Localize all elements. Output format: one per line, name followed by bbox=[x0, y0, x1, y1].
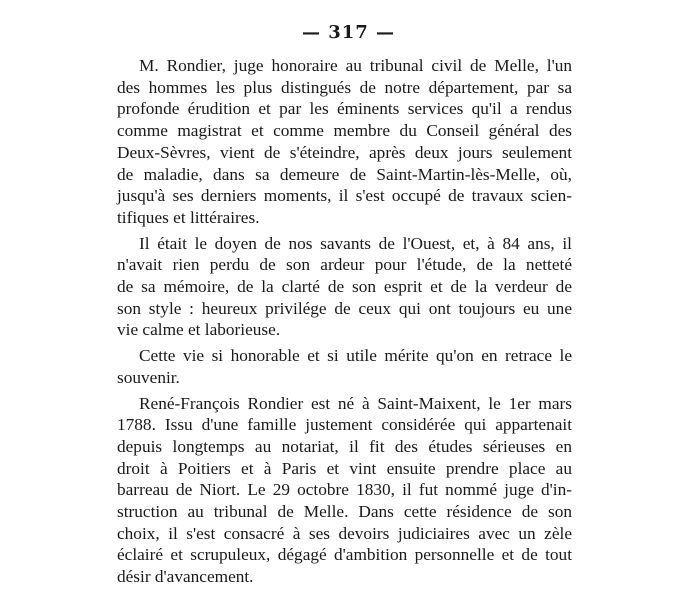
text-line: droit à Poitiers et à Paris et vint ensuite prendre place au bbox=[117, 458, 572, 478]
text-line: M. Rondier, juge honoraire au tribunal civil de Melle, l'un bbox=[139, 56, 572, 75]
text-line: jusqu'à ses derniers moments, il s'est occupé de travaux scien- bbox=[117, 186, 572, 206]
text-line: des hommes les plus distingués de notre département, par sa bbox=[117, 77, 572, 97]
text-line: n'avait rien perdu de son ardeur pour l'étude, de la netteté bbox=[117, 255, 572, 275]
body-text bbox=[117, 55, 572, 592]
text-line: depuis longtemps au notariat, il fit des études sérieuses en bbox=[117, 436, 572, 456]
text-line: vie calme et laborieuse. bbox=[117, 320, 281, 340]
text-line: de maladie, dans sa demeure de Saint-Martin-lès-Melle, où, bbox=[117, 164, 572, 184]
text-line: de sa mémoire, de la clarté de son esprit et de la verdeur de bbox=[117, 277, 572, 297]
text-line: son style : heureux privilége de ceux qui ont toujours eu une bbox=[117, 298, 572, 318]
paragraph bbox=[117, 233, 572, 342]
page-number: — 317 — bbox=[301, 22, 396, 43]
text-line: Deux-Sèvres, vient de s'éteindre, après deux jours seulement bbox=[117, 142, 572, 162]
text-line: souvenir. bbox=[117, 367, 180, 387]
paragraph bbox=[117, 55, 572, 229]
text-line: choix, il s'est consacré à ses devoirs judiciaires avec un zèle bbox=[117, 523, 572, 543]
text-line: désir d'avancement. bbox=[117, 567, 254, 587]
text-line: René-François Rondier est né à Saint-Maixent, le 1er mars bbox=[139, 393, 572, 413]
text-line: profonde érudition et par les éminents services qu'il a rendus bbox=[117, 99, 572, 119]
text-line: éclairé et scrupuleux, dégagé d'ambition personnelle et de tout bbox=[117, 545, 572, 565]
text-line: tifiques et littéraires. bbox=[117, 207, 260, 227]
text-line: 1788. Issu d'une famille justement considérée qui appartenait bbox=[117, 415, 572, 435]
text-line: struction au tribunal de Melle. Dans cette résidence de son bbox=[117, 502, 572, 522]
text-line: Il était le doyen de nos savants de l'Ouest, et, à 84 ans, il bbox=[139, 233, 572, 253]
text-line: Cette vie si honorable et si utile mérite qu'on en retrace le bbox=[139, 346, 572, 366]
paragraph bbox=[117, 345, 572, 388]
text-line: barreau de Niort. Le 29 octobre 1830, il fut nommé juge d'in- bbox=[117, 480, 572, 500]
paragraph bbox=[117, 393, 572, 588]
text-line: comme magistrat et comme membre du Conseil général des bbox=[117, 121, 572, 141]
